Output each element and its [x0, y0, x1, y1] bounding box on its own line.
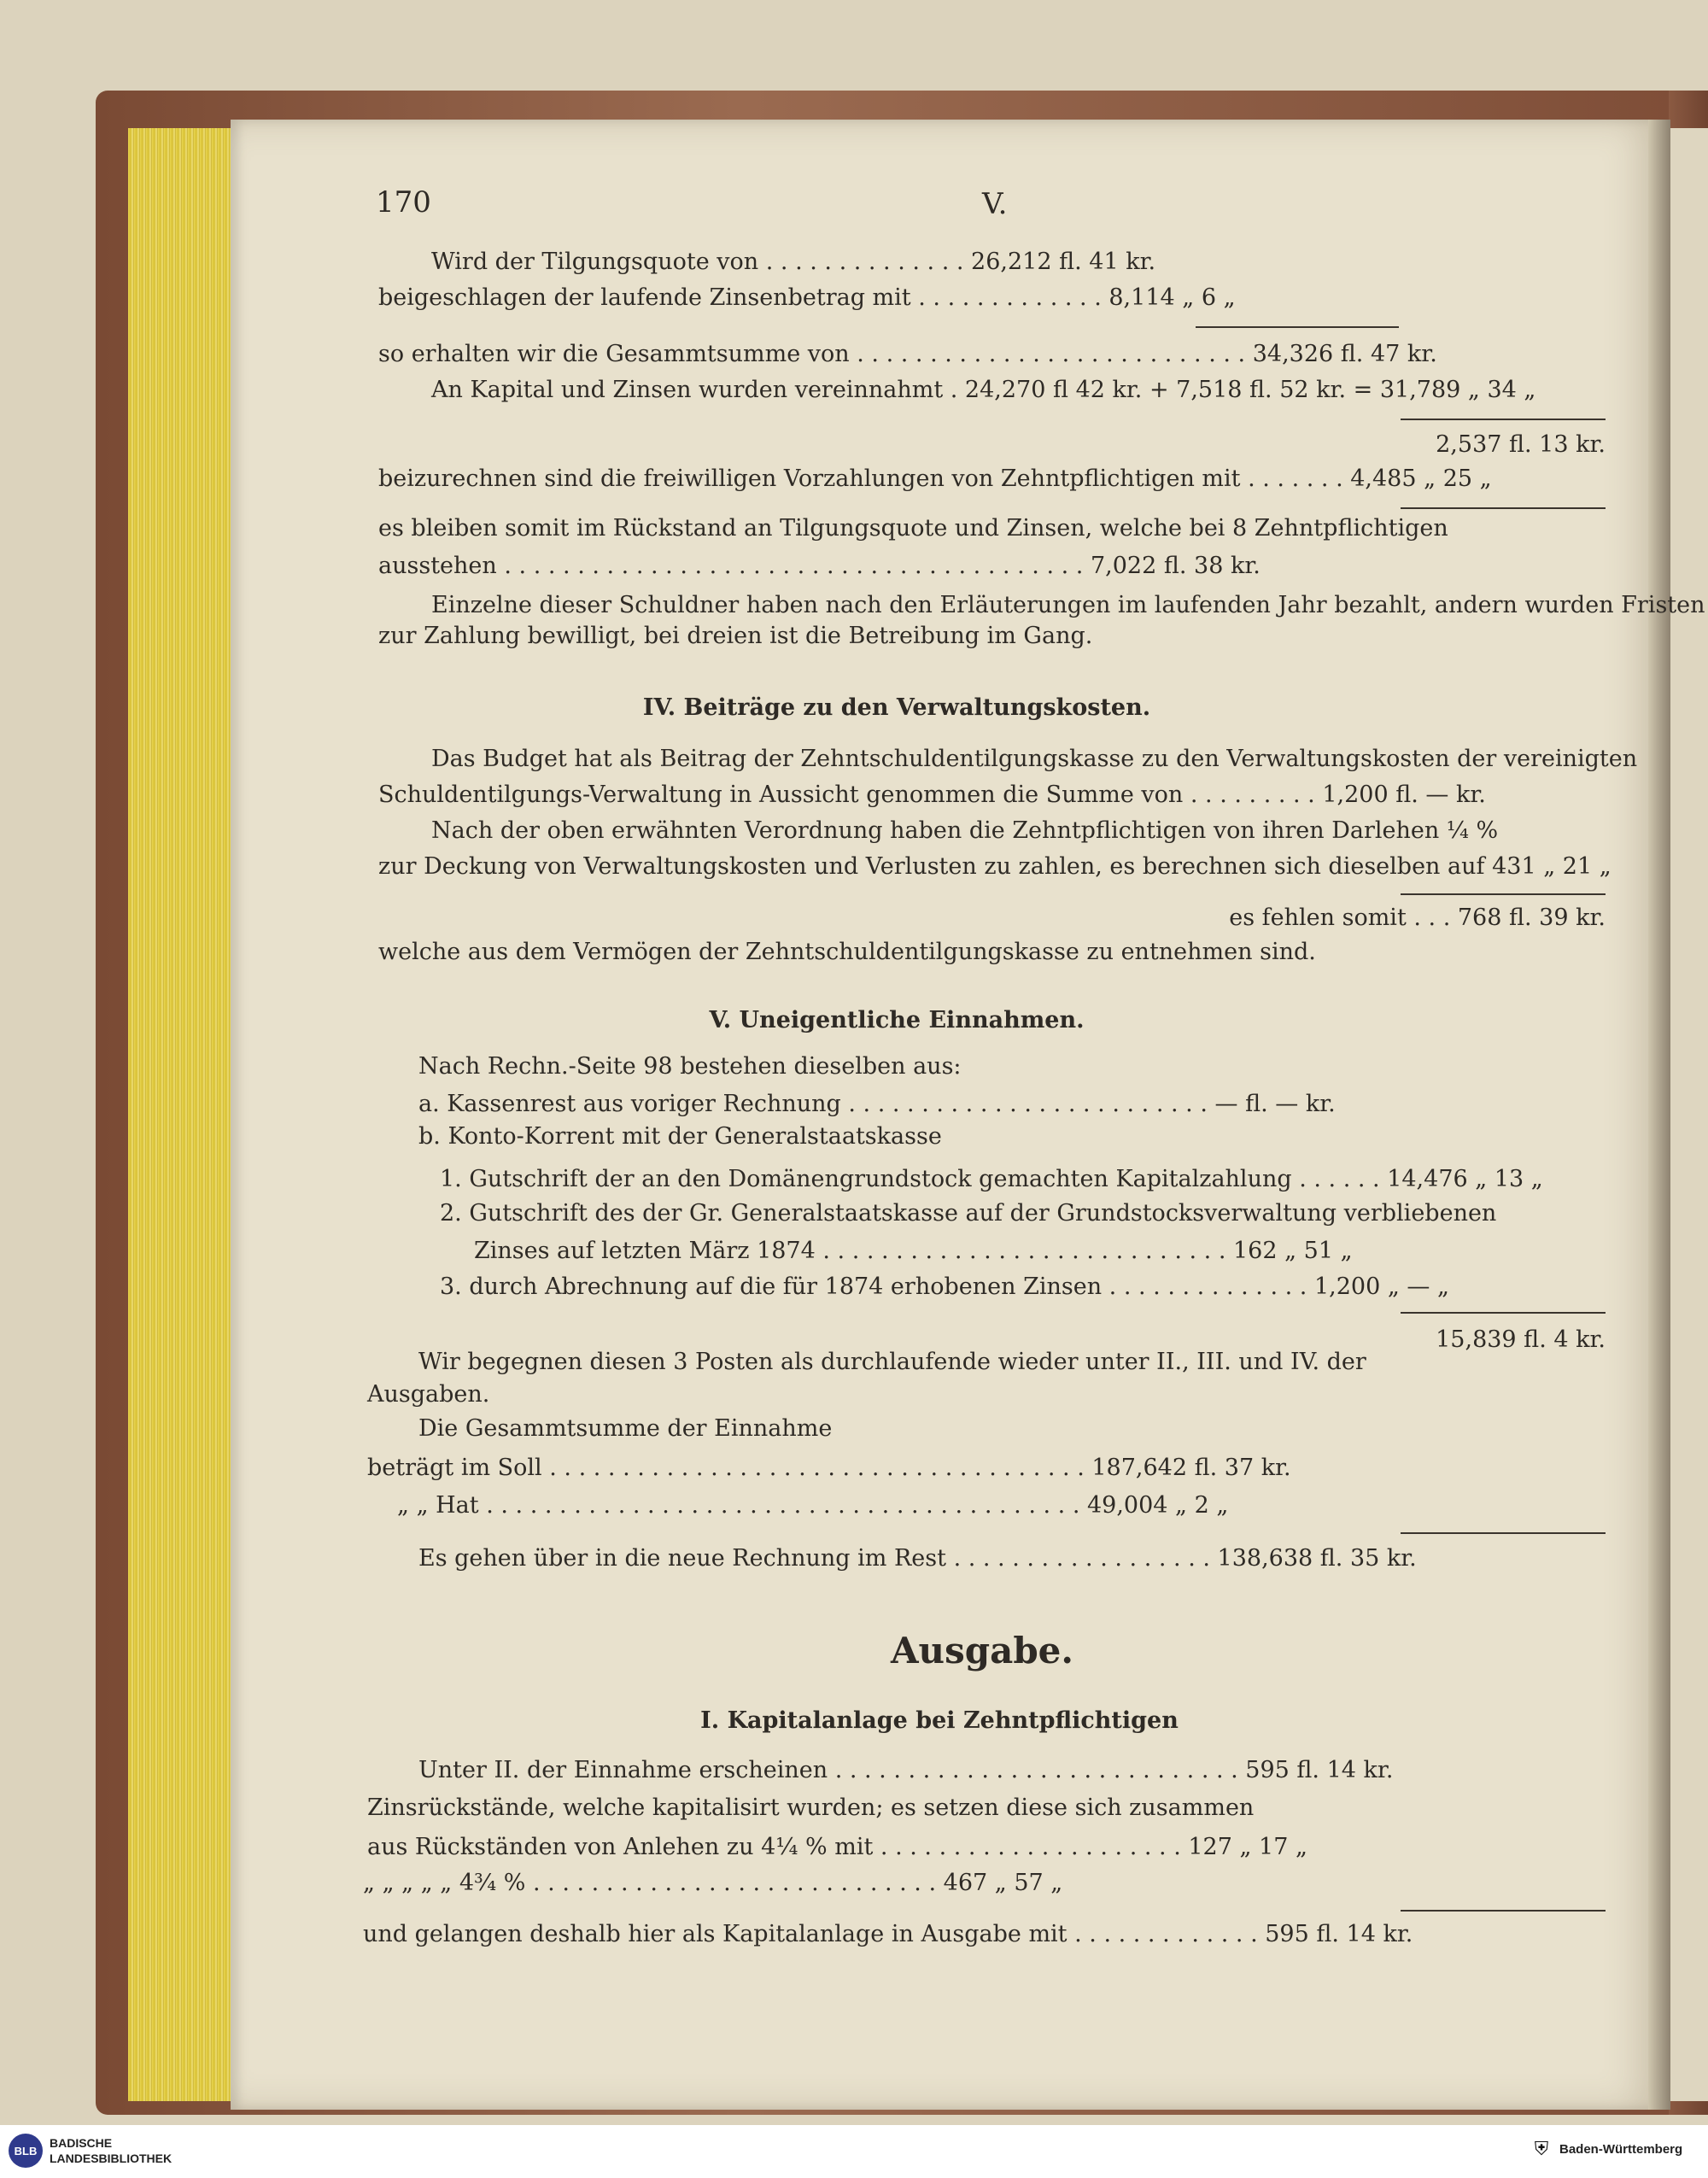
text-line: Schuldentilgungs-Verwaltung in Aussicht genommen die Summe von . . . . . . . . . 1,200 fl. — kr.: [378, 782, 1486, 808]
text-line: 2. Gutschrift des der Gr. Generalstaatskasse auf der Grundstocksverwaltung verbliebenen: [440, 1200, 1497, 1227]
text-line: aus Rückständen von Anlehen zu 4¼ % mit . . . . . . . . . . . . . . . . . . . . . 127 „ 17 „: [367, 1834, 1307, 1860]
text-line: Nach Rechn.-Seite 98 bestehen dieselben aus:: [418, 1053, 962, 1080]
text-line: „ „ „ „ „ 4¾ % . . . . . . . . . . . . . . . . . . . . . . . . . . . . 467 „ 57 „: [363, 1870, 1063, 1896]
text-line: 3. durch Abrechnung auf die für 1874 erhobenen Zinsen . . . . . . . . . . . . . . 1,200 „ — „: [440, 1273, 1449, 1300]
text-line: 1. Gutschrift der an den Domänengrundstock gemachten Kapitalzahlung . . . . . . 14,476 „ 13 „: [440, 1166, 1543, 1192]
text-line: Wir begegnen diesen 3 Posten als durchlaufende wieder unter II., III. und IV. der: [418, 1349, 1366, 1375]
text-line: beträgt im Soll . . . . . . . . . . . . . . . . . . . . . . . . . . . . . . . . . . . . . 187,642 fl. 37 kr.: [367, 1455, 1291, 1481]
text-line: Zinses auf letzten März 1874 . . . . . . . . . . . . . . . . . . . . . . . . . . . . 162 „ 51 „: [474, 1238, 1353, 1264]
sum-rule: [1401, 1532, 1606, 1534]
footer-bar: [0, 2125, 1708, 2178]
text-line: ausstehen . . . . . . . . . . . . . . . . . . . . . . . . . . . . . . . . . . . . . . . . 7,022 fl. 38 kr.: [378, 553, 1261, 579]
sum-rule: [1401, 893, 1606, 895]
sum-rule: [1196, 326, 1399, 328]
sum-rule: [1401, 507, 1606, 509]
text-line: Nach der oben erwähnten Verordnung haben die Zehntpflichtigen von ihren Darlehen ¼ %: [431, 817, 1499, 844]
text-line: An Kapital und Zinsen wurden vereinnahmt . 24,270 fl 42 kr. + 7,518 fl. 52 kr. = 31,789 „ 34 „: [431, 377, 1536, 403]
coat-of-arms-icon: ⛨: [1534, 2139, 1549, 2160]
text-line: welche aus dem Vermögen der Zehntschuldentilgungskasse zu entnehmen sind.: [378, 939, 1316, 965]
text-line: zur Zahlung bewilligt, bei dreien ist die Betreibung im Gang.: [378, 623, 1093, 649]
sum-rule: [1401, 419, 1606, 420]
text-line: Das Budget hat als Beitrag der Zehntschuldentilgungskasse zu den Verwaltungskosten der vereinigten: [431, 746, 1638, 772]
text-line: „ „ Hat . . . . . . . . . . . . . . . . . . . . . . . . . . . . . . . . . . . . . . . . . 49,004 „ 2 „: [397, 1492, 1229, 1519]
text-line: Einzelne dieser Schuldner haben nach den Erläuterungen im laufenden Jahr bezahlt, andern wurden Fristen: [431, 592, 1705, 618]
text-line: Zinsrückstände, welche kapitalisirt wurden; es setzen diese sich zusammen: [367, 1795, 1255, 1821]
text-line: a. Kassenrest aus voriger Rechnung . . . . . . . . . . . . . . . . . . . . . . . . . — fl. — kr.: [418, 1091, 1336, 1117]
sum-rule: [1401, 1312, 1606, 1314]
text-line: Ausgaben.: [367, 1381, 490, 1408]
library-name-line1: BADISCHE: [50, 2136, 113, 2150]
text-line: Die Gesammtsumme der Einnahme: [418, 1415, 833, 1442]
ausgabe-heading: Ausgabe.: [890, 1630, 1074, 1672]
text-line: zur Deckung von Verwaltungskosten und Verlusten zu zahlen, es berechnen sich dieselben auf 431 „ 21 „: [378, 853, 1611, 880]
text-line: b. Konto-Korrent mit der Generalstaatskasse: [418, 1123, 942, 1150]
text-line: es fehlen somit . . . 768 fl. 39 kr.: [1229, 905, 1606, 931]
page-edges: [128, 128, 232, 2101]
section-heading: V. Uneigentliche Einnahmen.: [709, 1007, 1085, 1033]
text-line: 2,537 fl. 13 kr.: [1436, 431, 1606, 458]
chapter-number: V.: [982, 187, 1008, 221]
text-line: Wird der Tilgungsquote von . . . . . . . . . . . . . . 26,212 fl. 41 kr.: [431, 249, 1156, 275]
next-page-edge: [1670, 128, 1708, 2101]
library-name-line2: LANDESBIBLIOTHEK: [50, 2152, 173, 2165]
library-name: [50, 2135, 172, 2166]
text-line: so erhalten wir die Gesammtsumme von . . . . . . . . . . . . . . . . . . . . . . . . . . . 34,326 fl. 47 kr.: [378, 341, 1437, 367]
sum-rule: [1401, 1910, 1606, 1912]
blb-logo[interactable]: BLB: [9, 2134, 43, 2168]
text-line: beigeschlagen der laufende Zinsenbetrag mit . . . . . . . . . . . . . 8,114 „ 6 „: [378, 284, 1236, 311]
text-line: und gelangen deshalb hier als Kapitalanlage in Ausgabe mit . . . . . . . . . . . . . 595 fl. 14 kr.: [363, 1921, 1413, 1947]
section-heading: IV. Beiträge zu den Verwaltungskosten.: [642, 694, 1151, 721]
text-line: beizurechnen sind die freiwilligen Vorzahlungen von Zehntpflichtigen mit . . . . . . . 4,485 „ 25 „: [378, 465, 1492, 492]
section-heading: I. Kapitalanlage bei Zehntpflichtigen: [700, 1707, 1179, 1734]
book-gutter: [1648, 120, 1670, 2110]
text-line: 15,839 fl. 4 kr.: [1436, 1326, 1606, 1353]
text-line: Unter II. der Einnahme erscheinen . . . . . . . . . . . . . . . . . . . . . . . . . . . . 595 fl. 14 kr.: [418, 1757, 1394, 1783]
text-line: Es gehen über in die neue Rechnung im Rest . . . . . . . . . . . . . . . . . . 138,638 fl. 35 kr.: [418, 1545, 1417, 1572]
text-line: es bleiben somit im Rückstand an Tilgungsquote und Zinsen, welche bei 8 Zehntpflichtigen: [378, 515, 1448, 542]
page-number: 170: [376, 185, 431, 220]
state-name[interactable]: Baden-Württemberg: [1559, 2142, 1683, 2157]
